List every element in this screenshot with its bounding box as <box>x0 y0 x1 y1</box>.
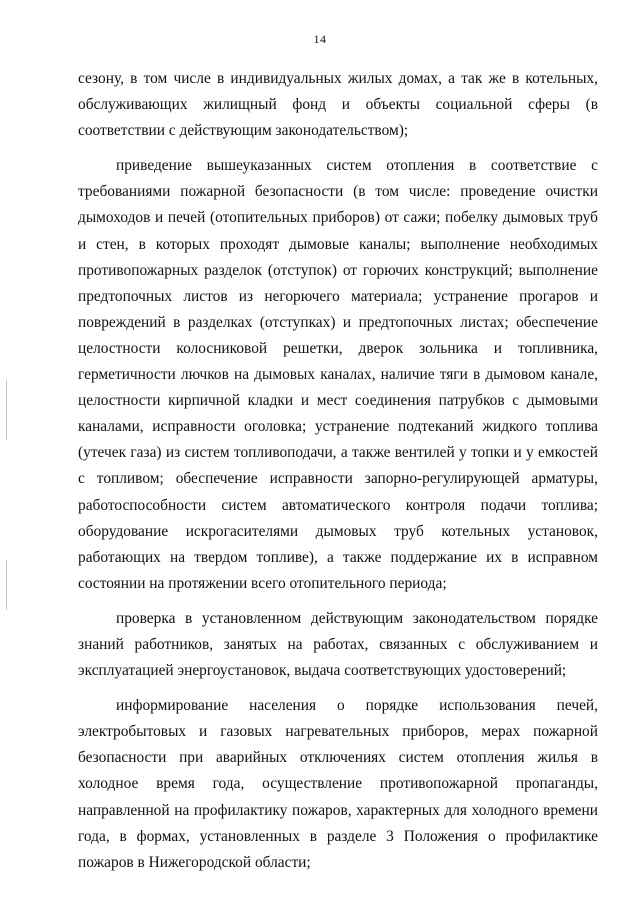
paragraph-fire-safety-requirements: приведение вышеуказанных систем отопления в соответствие с требованиями пожарной безопасности (в том числе: проведение очистки дымоходов и печей (отопительных приборов) от сажи; побелку дымовых труб и стен, в которых проходят дымовые каналы; выполнение необходимых противопожарных разделок (отступок) от горючих конструкций; выполнение предтопочных листов из негорючего материала; устранение прогаров и повреждений в разделках (отступках) и предтопочных листах; обеспечение целостности колосниковой решетки, дверок зольника и топливника, герметичности лючков на дымовых каналах, наличие тяги в дымовом канале, целостности кирпичной кладки и мест соединения патрубков с дымовыми каналами, исправности оголовка; устранение подтеканий жидкого топлива (утечек газа) из систем топливоподачи, а также вентилей у топки и у емкостей с топливом; обеспечение исправности запорно-регулирующей арматуры, работоспособности систем автоматического контроля подачи топлива; оборудование искрогасителями дымовых труб котельных установок, работающих на твердом топливе), а также поддержание их в исправном состоянии на протяжении всего отопительного периода; <box>78 157 598 592</box>
paragraph-heating-season: сезону, в том числе в индивидуальных жилых домах, а так же в котельных, обслуживающих жилищный фонд и объекты социальной сферы (в соответствии с действующим законодательством); <box>78 70 598 140</box>
paragraph-public-information: информирование населения о порядке использования печей, электробытовых и газовых нагревательных приборов, мерах пожарной безопасности при аварийных отключениях систем отопления жилья в холодное время года, осуществление противопожарной пропаганды, направленной на профилактику пожаров, характерных для холодного времени года, в формах, установленных в разделе 3 Положения о профилактике пожаров в Нижегородской области; <box>78 697 598 871</box>
scan-margin-mark <box>6 380 7 440</box>
page-number: 14 <box>313 32 327 46</box>
paragraph-knowledge-check: проверка в установленном действующим законодательством порядке знаний работников, занятых на работах, связанных с обслуживанием и эксплуатацией энергоустановок, выдача соответствующих удостоверений; <box>78 609 598 680</box>
document-body <box>78 66 598 885</box>
scan-margin-mark <box>6 560 7 610</box>
